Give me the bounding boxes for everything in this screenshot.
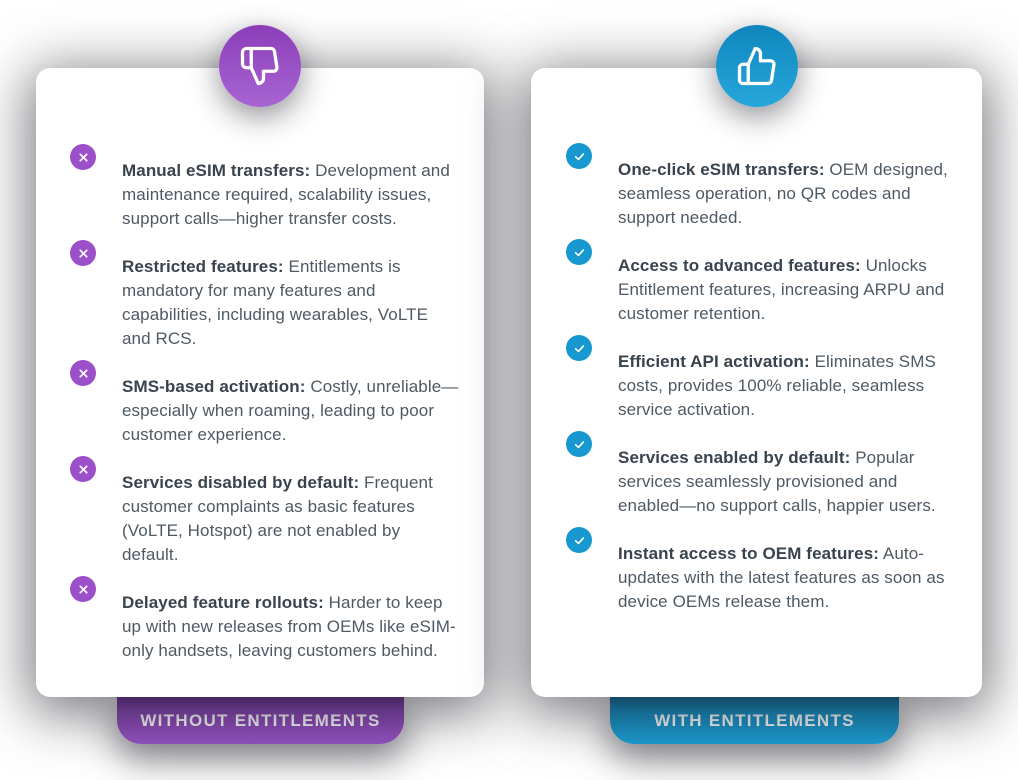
- x-icon: [70, 456, 96, 482]
- list-item-text: One-click eSIM transfers: OEM designed, seamless operation, no QR codes and support needed.: [618, 160, 948, 227]
- check-icon: [566, 335, 592, 361]
- x-icon: [70, 360, 96, 386]
- list-item-text: Access to advanced features: Unlocks Entitlement features, increasing ARPU and customer retention.: [618, 256, 945, 323]
- list-item-text: Services disabled by default: Frequent customer complaints as basic features (VoLTE, Hotspot) are not enabled by default.: [122, 473, 433, 564]
- list-item: [566, 141, 954, 247]
- list-item: [70, 454, 460, 584]
- check-icon: [566, 239, 592, 265]
- list-item: [566, 237, 954, 343]
- list-item-text: Manual eSIM transfers: Development and maintenance required, scalability issues, support calls—higher transfer costs.: [122, 161, 450, 228]
- with-entitlements-ribbon: [610, 697, 899, 744]
- list-item: [566, 429, 954, 535]
- thumbs-down-icon: [239, 45, 281, 87]
- list-item: [70, 142, 460, 248]
- list-item-text: Delayed feature rollouts: Harder to keep up with new releases from OEMs like eSIM-only handsets, leaving customers behind.: [122, 593, 456, 660]
- without-entitlements-ribbon: [117, 697, 404, 744]
- thumbs-up-badge: [716, 25, 798, 107]
- list-item-text: Efficient API activation: Eliminates SMS costs, provides 100% reliable, seamless service activation.: [618, 352, 936, 419]
- thumbs-down-badge: [219, 25, 301, 107]
- x-icon: [70, 240, 96, 266]
- check-icon: [566, 527, 592, 553]
- check-icon: [566, 143, 592, 169]
- with-entitlements-label: WITH ENTITLEMENTS: [654, 710, 855, 730]
- check-icon: [566, 431, 592, 457]
- list-item: [566, 333, 954, 439]
- list-item: [566, 525, 954, 631]
- list-item: [70, 358, 460, 464]
- thumbs-up-icon: [736, 45, 778, 87]
- list-item-text: Instant access to OEM features: Auto-updates with the latest features as soon as device OEMs release them.: [618, 544, 945, 611]
- list-item-text: Restricted features: Entitlements is mandatory for many features and capabilities, including wearables, VoLTE and RCS.: [122, 257, 429, 348]
- without-entitlements-label: WITHOUT ENTITLEMENTS: [140, 710, 381, 730]
- x-icon: [70, 144, 96, 170]
- list-item: [70, 574, 460, 680]
- list-item-text: Services enabled by default: Popular services seamlessly provisioned and enabled—no support calls, happier users.: [618, 448, 936, 515]
- x-icon: [70, 576, 96, 602]
- list-item-text: SMS-based activation: Costly, unreliable—especially when roaming, leading to poor customer experience.: [122, 377, 459, 444]
- list-item: [70, 238, 460, 368]
